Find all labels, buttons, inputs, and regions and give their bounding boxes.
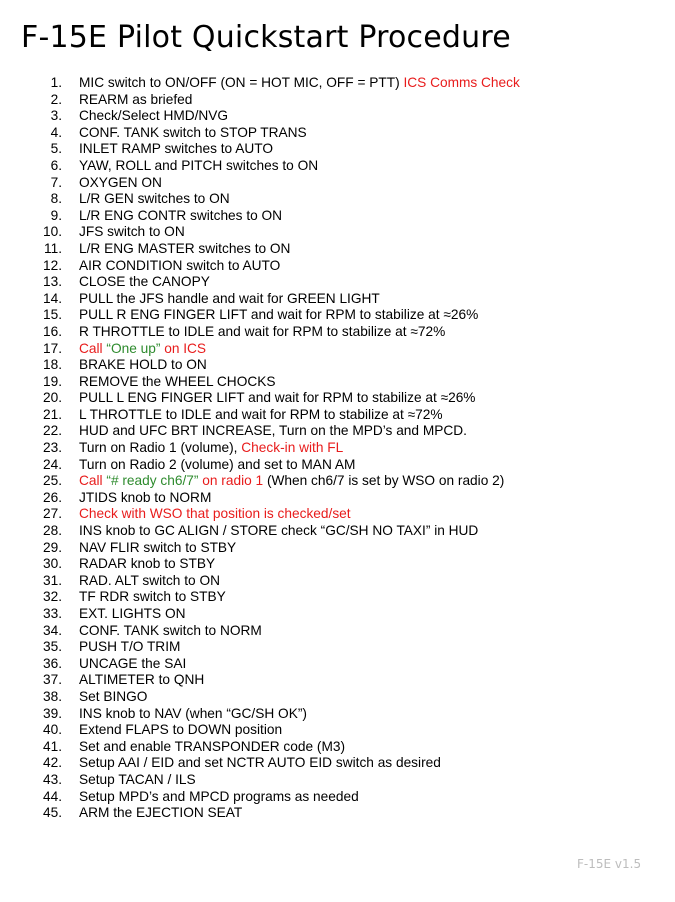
procedure-step <box>0 772 675 789</box>
step-text-segment: Setup MPD’s and MPCD programs as needed <box>79 788 359 804</box>
step-text <box>79 75 520 92</box>
step-number: 41. <box>42 738 62 754</box>
procedure-step <box>0 490 675 507</box>
step-text-segment: INS knob to GC ALIGN / STORE check “GC/SH NO TAXI” in HUD <box>79 523 479 539</box>
step-text <box>79 540 236 557</box>
step-number: 5. <box>50 141 62 157</box>
procedure-step <box>0 357 675 374</box>
step-number: 2. <box>50 91 62 107</box>
step-text <box>79 341 206 358</box>
step-text <box>79 639 180 656</box>
step-text-segment: AIR CONDITION switch to AUTO <box>79 257 281 273</box>
step-number: 15. <box>42 307 62 323</box>
procedure-step <box>0 92 675 109</box>
step-text <box>79 490 211 507</box>
step-text-segment: L/R ENG MASTER switches to ON <box>79 240 291 256</box>
procedure-step <box>0 258 675 275</box>
step-text-segment: JFS switch to ON <box>79 224 185 240</box>
step-text <box>79 656 186 673</box>
step-text-segment: Set and enable TRANSPONDER code (M3) <box>79 738 346 754</box>
procedure-step <box>0 407 675 424</box>
step-text <box>79 158 318 175</box>
step-number: 31. <box>42 572 62 588</box>
step-text <box>79 672 204 689</box>
step-text <box>79 291 380 308</box>
step-number: 7. <box>50 174 62 190</box>
step-number: 23. <box>42 440 62 456</box>
step-number: 19. <box>42 373 62 389</box>
step-text-segment: Check/Select HMD/NVG <box>79 108 229 124</box>
step-text-segment: (When ch6/7 is set by WSO on radio 2) <box>263 473 505 489</box>
step-text <box>79 423 467 440</box>
step-number: 3. <box>50 108 62 124</box>
step-text <box>79 689 147 706</box>
step-number: 18. <box>42 357 62 373</box>
step-text <box>79 92 192 109</box>
step-text <box>79 772 196 789</box>
procedure-step <box>0 805 675 822</box>
step-number: 27. <box>42 506 62 522</box>
procedure-step <box>0 341 675 358</box>
step-text-segment: ARM the EJECTION SEAT <box>79 805 243 821</box>
step-text-red: Call <box>79 473 107 489</box>
step-number: 45. <box>42 805 62 821</box>
procedure-step <box>0 789 675 806</box>
procedure-step <box>0 191 675 208</box>
step-number: 43. <box>42 771 62 787</box>
procedure-step <box>0 606 675 623</box>
step-text-segment: MIC switch to ON/OFF (ON = HOT MIC, OFF = PTT) <box>79 75 404 90</box>
step-number: 32. <box>42 589 62 605</box>
step-number: 40. <box>42 722 62 738</box>
step-number: 24. <box>42 456 62 472</box>
procedure-step <box>0 722 675 739</box>
step-text <box>79 606 185 623</box>
procedure-step <box>0 141 675 158</box>
step-text-segment: PULL the JFS handle and wait for GREEN LIGHT <box>79 290 380 306</box>
step-number: 38. <box>42 688 62 704</box>
step-text-red: Check-in with FL <box>241 440 344 456</box>
step-text <box>79 739 345 756</box>
step-text <box>79 141 273 158</box>
procedure-step <box>0 324 675 341</box>
step-text <box>79 407 443 424</box>
step-number: 20. <box>42 390 62 406</box>
step-text <box>79 241 290 258</box>
step-number: 30. <box>42 556 62 572</box>
step-text <box>79 722 282 739</box>
step-text <box>79 789 359 806</box>
step-text-segment: REARM as briefed <box>79 91 193 107</box>
step-text-segment: L/R GEN switches to ON <box>79 191 230 207</box>
step-text-segment: CLOSE the CANOPY <box>79 274 210 290</box>
procedure-step <box>0 208 675 225</box>
step-text-segment: R THROTTLE to IDLE and wait for RPM to stabilize at ≈72% <box>79 323 446 339</box>
step-text-green: “# ready ch6/7” <box>106 473 199 489</box>
procedure-step <box>0 75 675 92</box>
step-text-segment: RAD. ALT switch to ON <box>79 572 220 588</box>
step-number: 1. <box>50 75 62 90</box>
procedure-step <box>0 755 675 772</box>
step-text <box>79 457 355 474</box>
step-number: 36. <box>42 655 62 671</box>
step-text <box>79 623 262 640</box>
step-text-segment: CONF. TANK switch to NORM <box>79 622 262 638</box>
procedure-step <box>0 689 675 706</box>
page-title: F-15E Pilot Quickstart Procedure <box>21 20 511 55</box>
step-text-red: on radio 1 <box>198 473 264 489</box>
step-text <box>79 208 282 225</box>
step-text-red: Check with WSO that position is checked/set <box>79 506 351 522</box>
step-text-segment: PUSH T/O TRIM <box>79 639 181 655</box>
step-text-segment: REMOVE the WHEEL CHOCKS <box>79 373 276 389</box>
procedure-step <box>0 374 675 391</box>
procedure-step <box>0 440 675 457</box>
procedure-step <box>0 175 675 192</box>
step-text-segment: Setup AAI / EID and set NCTR AUTO EID switch as desired <box>79 755 441 771</box>
step-text-segment: INLET RAMP switches to AUTO <box>79 141 273 157</box>
step-text <box>79 374 275 391</box>
step-text-segment: ALTIMETER to QNH <box>79 672 205 688</box>
step-text-segment: UNCAGE the SAI <box>79 655 187 671</box>
step-text <box>79 589 226 606</box>
step-text-green: “One up” <box>106 340 161 356</box>
step-text-segment: JTIDS knob to NORM <box>79 489 212 505</box>
step-text <box>79 506 351 523</box>
procedure-step <box>0 108 675 125</box>
step-text <box>79 108 228 125</box>
procedure-step <box>0 573 675 590</box>
step-number: 42. <box>42 755 62 771</box>
step-text-segment: Extend FLAPS to DOWN position <box>79 722 283 738</box>
step-number: 10. <box>42 224 62 240</box>
step-number: 8. <box>50 191 62 207</box>
step-number: 12. <box>42 257 62 273</box>
step-number: 14. <box>42 290 62 306</box>
step-text <box>79 125 307 142</box>
step-text-segment: EXT. LIGHTS ON <box>79 606 186 621</box>
step-number: 26. <box>42 489 62 505</box>
step-text <box>79 191 230 208</box>
step-number: 28. <box>42 523 62 539</box>
step-text <box>79 357 207 374</box>
procedure-step <box>0 739 675 756</box>
step-number: 34. <box>42 622 62 638</box>
procedure-step <box>0 473 675 490</box>
procedure-step <box>0 423 675 440</box>
procedure-step <box>0 241 675 258</box>
procedure-step <box>0 540 675 557</box>
step-text-red: on ICS <box>160 340 207 356</box>
step-text-segment: CONF. TANK switch to STOP TRANS <box>79 124 307 140</box>
procedure-step <box>0 307 675 324</box>
step-text <box>79 390 475 407</box>
procedure-step <box>0 706 675 723</box>
procedure-step <box>0 274 675 291</box>
step-number: 4. <box>50 124 62 140</box>
step-text-segment: Turn on Radio 1 (volume), <box>79 440 242 456</box>
step-text <box>79 805 242 822</box>
step-text-segment: RADAR knob to STBY <box>79 556 216 572</box>
procedure-step <box>0 506 675 523</box>
step-text-segment: Set BINGO <box>79 688 148 704</box>
step-number: 16. <box>42 323 62 339</box>
step-text-segment: OXYGEN ON <box>79 174 162 190</box>
procedure-step <box>0 390 675 407</box>
step-text-segment: INS knob to NAV (when “GC/SH OK”) <box>79 705 307 721</box>
step-text <box>79 258 280 275</box>
step-number: 39. <box>42 705 62 721</box>
step-text-segment: L THROTTLE to IDLE and wait for RPM to stabilize at ≈72% <box>79 406 443 422</box>
procedure-step <box>0 224 675 241</box>
step-text <box>79 175 162 192</box>
step-number: 21. <box>42 406 62 422</box>
step-text-red: ICS Comms Check <box>403 75 520 90</box>
step-number: 25. <box>42 473 62 489</box>
procedure-step <box>0 125 675 142</box>
procedure-step <box>0 589 675 606</box>
step-number: 44. <box>42 788 62 804</box>
procedure-step <box>0 523 675 540</box>
procedure-step-list <box>0 75 675 822</box>
step-text-segment: Setup TACAN / ILS <box>79 771 196 787</box>
procedure-step <box>0 158 675 175</box>
step-number: 22. <box>42 423 62 439</box>
step-number: 35. <box>42 639 62 655</box>
procedure-step <box>0 656 675 673</box>
step-text <box>79 706 307 723</box>
step-text <box>79 523 478 540</box>
step-text <box>79 324 445 341</box>
step-number: 6. <box>50 157 62 173</box>
step-text <box>79 307 478 324</box>
version-footer: F-15E v1.5 <box>577 857 642 871</box>
step-text <box>79 224 185 241</box>
step-text-red: Call <box>79 340 107 356</box>
step-number: 17. <box>42 340 62 356</box>
step-text-segment: Turn on Radio 2 (volume) and set to MAN AM <box>79 456 356 472</box>
step-text-segment: TF RDR switch to STBY <box>79 589 226 605</box>
step-text <box>79 473 504 490</box>
step-text <box>79 440 343 457</box>
step-number: 13. <box>42 274 62 290</box>
step-text <box>79 274 210 291</box>
step-text-segment: L/R ENG CONTR switches to ON <box>79 207 283 223</box>
procedure-step <box>0 291 675 308</box>
step-number: 37. <box>42 672 62 688</box>
step-number: 9. <box>50 207 62 223</box>
step-number: 29. <box>42 539 62 555</box>
step-text <box>79 556 215 573</box>
procedure-step <box>0 623 675 640</box>
procedure-step <box>0 457 675 474</box>
step-text-segment: HUD and UFC BRT INCREASE, Turn on the MPD’s and MPCD. <box>79 423 467 439</box>
step-text <box>79 573 220 590</box>
procedure-step <box>0 672 675 689</box>
step-text-segment: NAV FLIR switch to STBY <box>79 539 237 555</box>
step-text-segment: PULL L ENG FINGER LIFT and wait for RPM to stabilize at ≈26% <box>79 390 476 406</box>
step-number: 11. <box>43 240 62 256</box>
step-text <box>79 755 441 772</box>
step-text-segment: BRAKE HOLD to ON <box>79 357 207 373</box>
procedure-step <box>0 639 675 656</box>
step-text-segment: PULL R ENG FINGER LIFT and wait for RPM to stabilize at ≈26% <box>79 307 479 323</box>
step-number: 33. <box>42 606 62 621</box>
step-text-segment: YAW, ROLL and PITCH switches to ON <box>79 157 319 173</box>
procedure-step <box>0 556 675 573</box>
